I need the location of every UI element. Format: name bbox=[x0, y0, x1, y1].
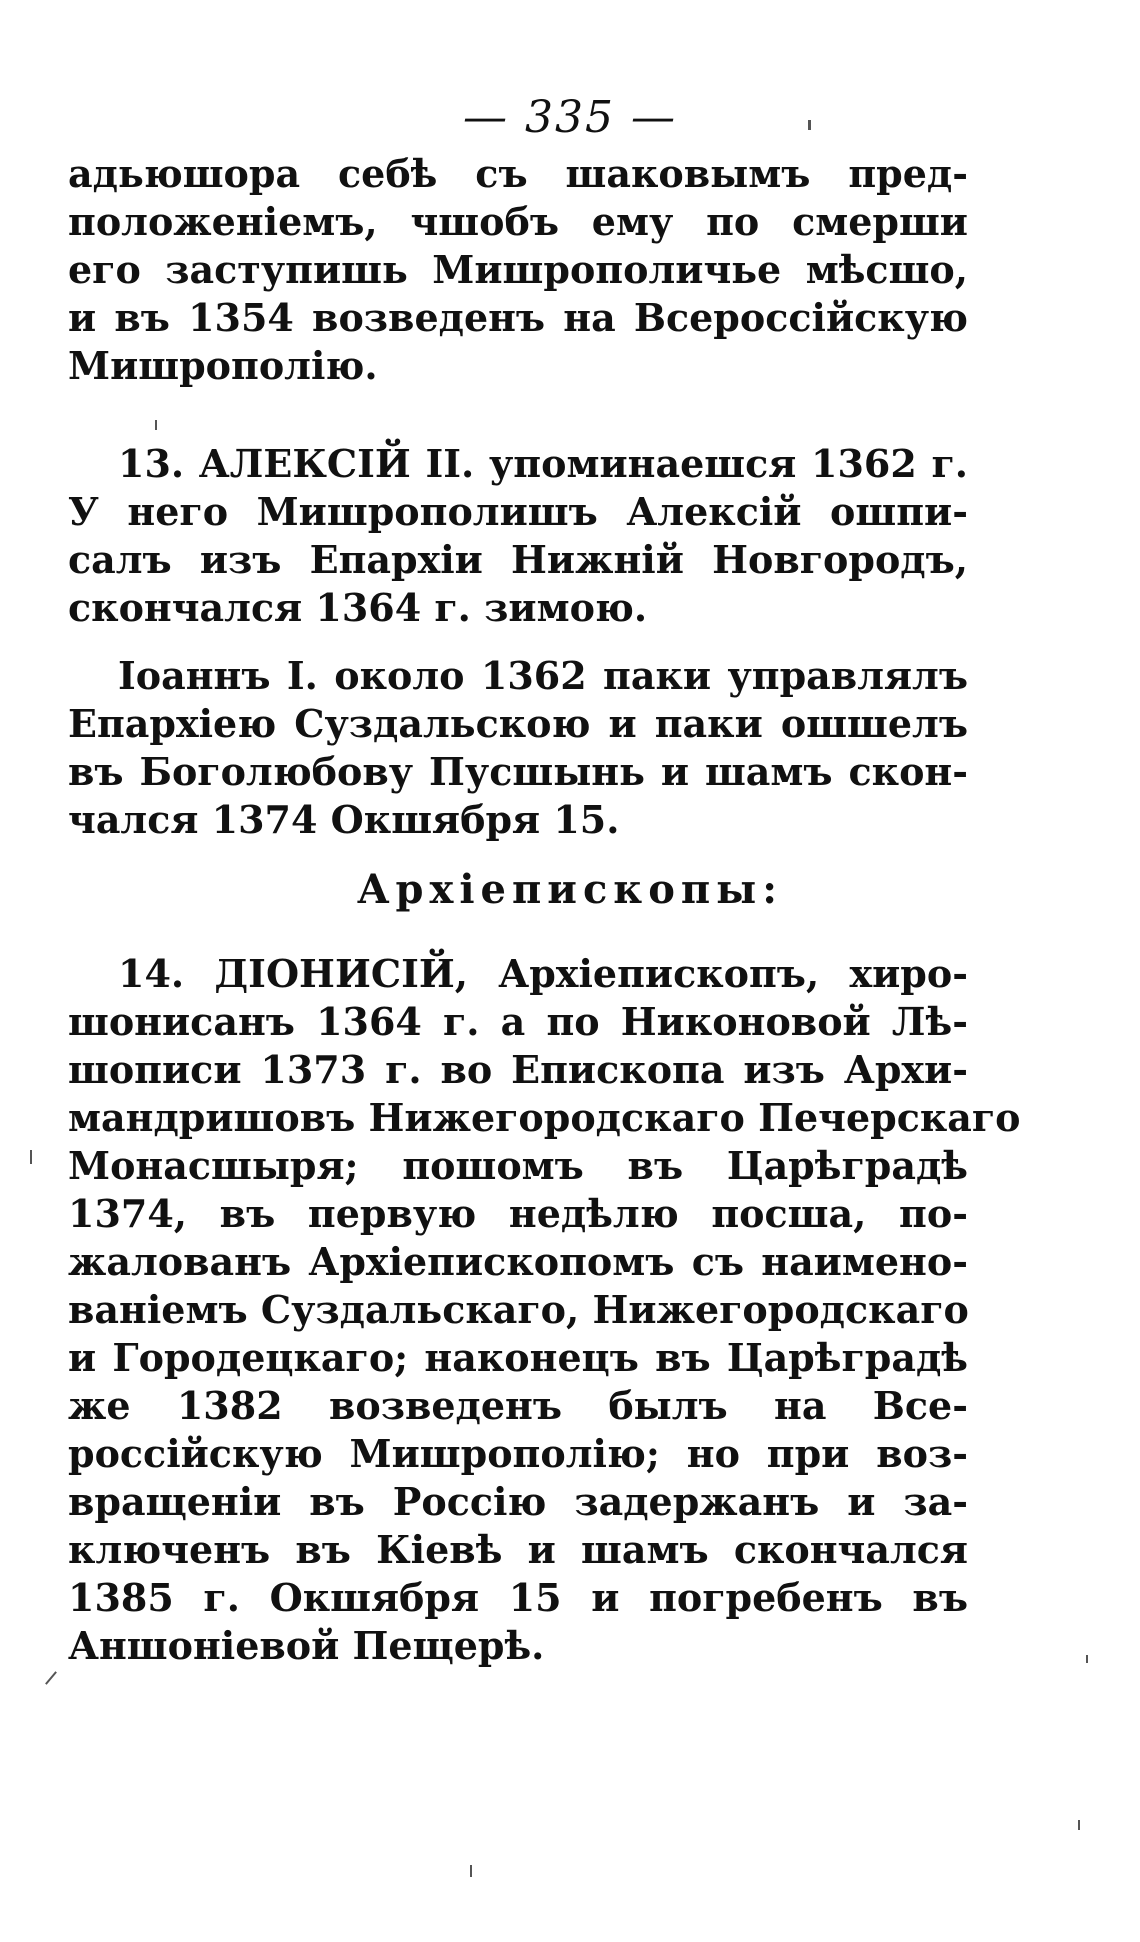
text-line: ключенъ въ Кіевѣ и шамъ скончался bbox=[68, 1527, 968, 1572]
page-number: — 335 — bbox=[463, 92, 677, 143]
text-line: 1385 г. Окшября 15 и погребенъ въ bbox=[68, 1575, 968, 1620]
text-line: У него Мишрополишъ Алексій ошпи- bbox=[68, 489, 968, 534]
text-line: шописи 1373 г. во Епископа изъ Архи- bbox=[68, 1047, 968, 1092]
paragraph-dionisiy bbox=[68, 950, 1021, 1670]
text-line: россійскую Мишрополію; но при воз- bbox=[68, 1431, 968, 1476]
text-line: Монасшыря; пошомъ въ Царѣградѣ bbox=[68, 1143, 968, 1188]
paragraph-ioann bbox=[68, 652, 968, 844]
text-line: Іоаннъ I. около 1362 паки управлялъ bbox=[118, 653, 968, 698]
text-line: же 1382 возведенъ былъ на Все- bbox=[68, 1383, 968, 1428]
text-line: адьюшора себѣ съ шаковымъ пред- bbox=[68, 151, 968, 196]
scan-speck bbox=[30, 1150, 32, 1164]
scan-speck bbox=[1078, 1820, 1080, 1830]
text-line: Епархіею Суздальскою и паки ошшелъ bbox=[68, 701, 968, 746]
scan-speck bbox=[470, 1865, 472, 1877]
text-line: Мишрополію. bbox=[68, 343, 378, 388]
scan-speck bbox=[45, 1671, 57, 1685]
paragraph-continuation bbox=[68, 150, 968, 390]
text-line: чался 1374 Окшября 15. bbox=[68, 797, 620, 842]
text-line: вращеніи въ Россію задержанъ и за- bbox=[68, 1479, 968, 1524]
text-line: 1374, въ первую недѣлю посша, по- bbox=[68, 1191, 968, 1236]
text-line: его заступишь Мишрополичье мѣсшо, bbox=[68, 247, 968, 292]
text-line: въ Боголюбову Пусшынь и шамъ скон- bbox=[68, 749, 968, 794]
text-line: шонисанъ 1364 г. а по Никоновой Лѣ- bbox=[68, 999, 968, 1044]
text-line: ваніемъ Суздальскаго, Нижегородскаго bbox=[68, 1287, 969, 1332]
text-line: жалованъ Архіепископомъ съ наимено- bbox=[68, 1239, 968, 1284]
scan-speck bbox=[1086, 1655, 1088, 1663]
text-line: 14. ДІОНИСІЙ, Архіепископъ, хиро- bbox=[118, 951, 968, 996]
text-line: скончался 1364 г. зимою. bbox=[68, 585, 648, 630]
text-line: и въ 1354 возведенъ на Всероссійскую bbox=[68, 295, 968, 340]
scan-speck bbox=[808, 120, 811, 130]
text-line: Аншоніевой Пещерѣ. bbox=[68, 1623, 545, 1668]
paragraph-aleksiy bbox=[68, 440, 968, 632]
scan-speck bbox=[155, 420, 157, 430]
text-line: 13. АЛЕКСІЙ II. упоминаешся 1362 г. bbox=[118, 441, 968, 486]
section-heading: Архіепископы: bbox=[356, 866, 784, 913]
text-line: положеніемъ, чшобъ ему по смерши bbox=[68, 199, 968, 244]
text-line: салъ изъ Епархіи Нижній Новгородъ, bbox=[68, 537, 968, 582]
text-line: мандришовъ Нижегородскаго Печерскаго bbox=[68, 1095, 1021, 1140]
text-line: и Городецкаго; наконецъ въ Царѣградѣ bbox=[68, 1335, 968, 1380]
